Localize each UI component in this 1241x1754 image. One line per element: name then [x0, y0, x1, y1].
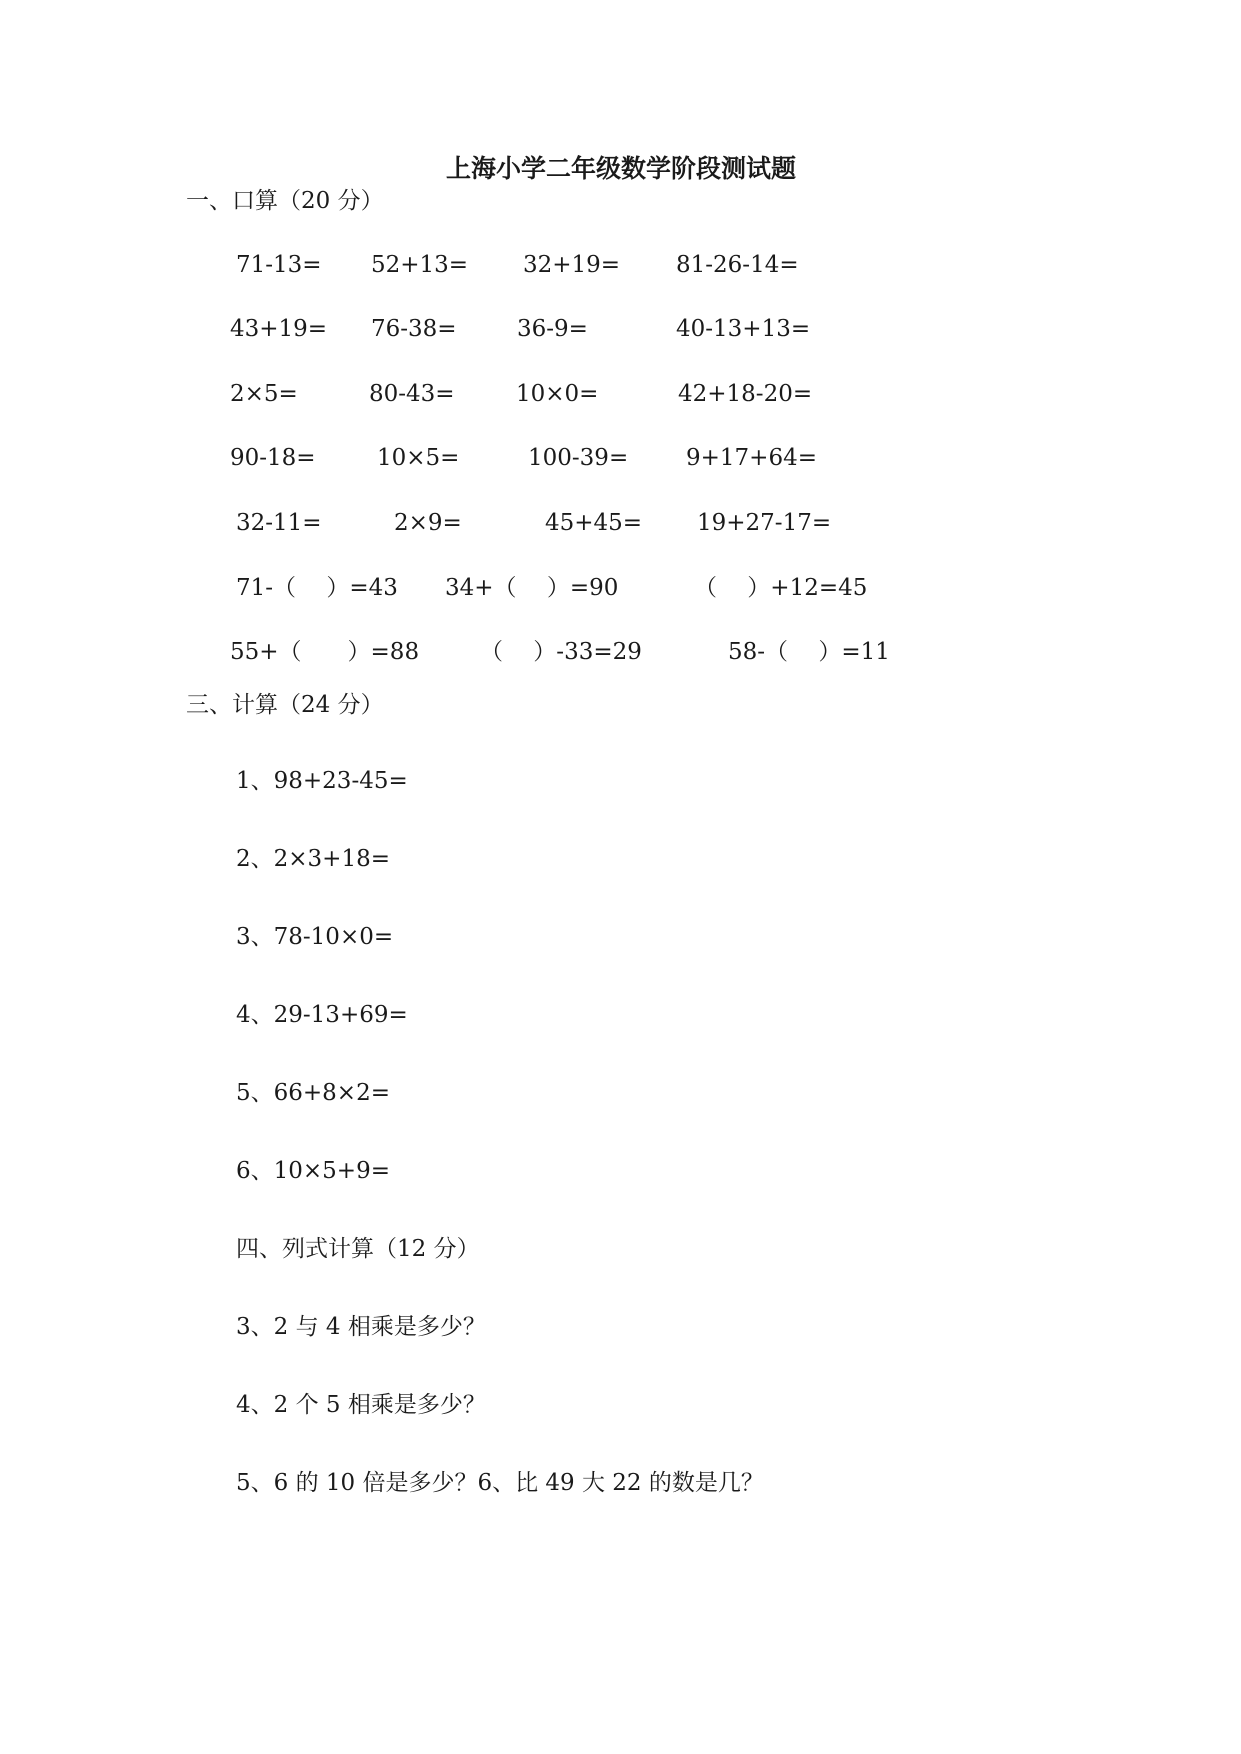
problem: 32-11=	[236, 510, 322, 536]
word-problem: 3、2 与 4 相乘是多少？	[236, 1314, 486, 1340]
problem: 90-18=	[230, 445, 316, 471]
problem: 10×0=	[516, 381, 599, 407]
problem: 71-（ ）=43	[236, 575, 398, 601]
section-1-heading: 一、口算（20 分）	[186, 188, 384, 214]
calc-item: 6、10×5+9=	[236, 1158, 390, 1184]
section-4-heading: 四、列式计算（12 分）	[236, 1236, 480, 1262]
problem: 2×9=	[394, 510, 462, 536]
problem: 55+（ ）=88	[230, 639, 420, 665]
problem: 71-13=	[236, 252, 322, 278]
word-problem: 4、2 个 5 相乘是多少？	[236, 1392, 486, 1418]
problem: 58-（ ）=11	[728, 639, 890, 665]
calc-item: 1、98+23-45=	[236, 768, 408, 794]
problem: 40-13+13=	[676, 316, 811, 342]
problem: 10×5=	[377, 445, 460, 471]
problem: 45+45=	[545, 510, 643, 536]
problem: （ ）+12=45	[694, 575, 868, 601]
word-problem: 5、6 的 10 倍是多少？6、比 49 大 22 的数是几？	[236, 1470, 764, 1496]
problem: 9+17+64=	[686, 445, 817, 471]
problem: （ ）-33=29	[480, 639, 642, 665]
problem: 100-39=	[528, 445, 629, 471]
calc-item: 2、2×3+18=	[236, 846, 390, 872]
problem: 19+27-17=	[697, 510, 832, 536]
calc-item: 5、66+8×2=	[236, 1080, 390, 1106]
calc-item: 4、29-13+69=	[236, 1002, 408, 1028]
problem: 52+13=	[371, 252, 469, 278]
problem: 80-43=	[369, 381, 455, 407]
calc-item: 3、78-10×0=	[236, 924, 394, 950]
problem: 76-38=	[371, 316, 457, 342]
problem: 81-26-14=	[676, 252, 799, 278]
problem: 32+19=	[523, 252, 621, 278]
section-3-heading: 三、计算（24 分）	[186, 692, 384, 718]
problem: 34+（ ）=90	[445, 575, 619, 601]
problem: 36-9=	[517, 316, 588, 342]
page-title: 上海小学二年级数学阶段测试题	[446, 154, 797, 183]
problem: 43+19=	[230, 316, 328, 342]
problem: 42+18-20=	[678, 381, 813, 407]
problem: 2×5=	[230, 381, 298, 407]
